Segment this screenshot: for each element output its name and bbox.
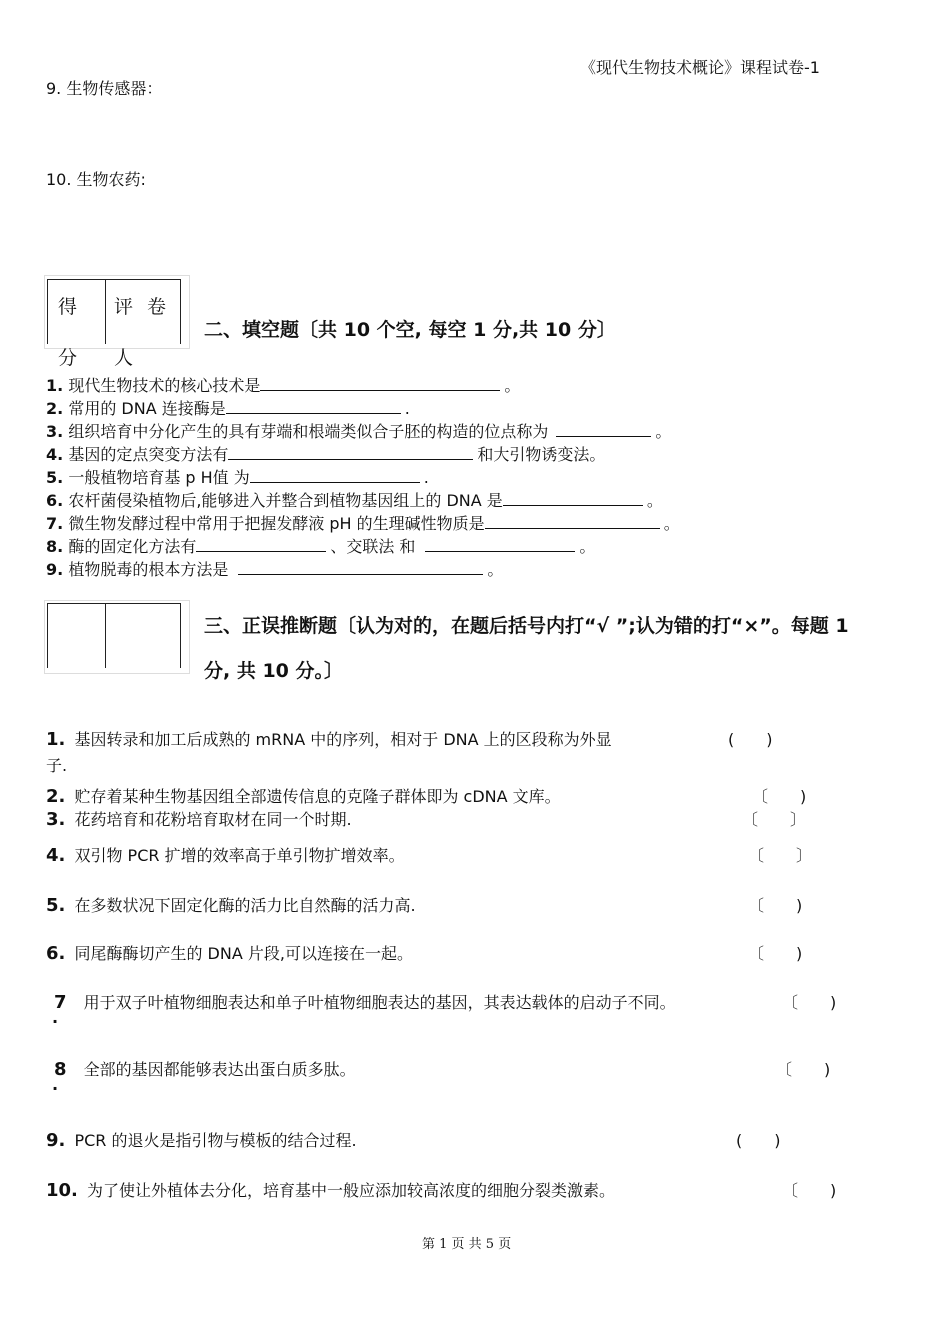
answer-parentheses[interactable]: 〔 ) <box>776 1060 831 1079</box>
item-text: PCR 的退火是指引物与模板的结合过程. <box>74 1131 357 1150</box>
fill-blank-item <box>46 511 680 534</box>
item-text: 同尾酶酶切产生的 DNA 片段,可以连接在一起。 <box>74 944 413 963</box>
answer-blank[interactable] <box>425 537 575 552</box>
term-9: 9. 生物传感器： <box>46 79 163 98</box>
item-text: 常用的 DNA 连接酶是 <box>68 399 226 418</box>
item-number: 4. <box>46 445 64 464</box>
item-number: 1. <box>46 729 66 750</box>
answer-blank[interactable] <box>238 560 483 575</box>
item-text-cont: 子. <box>46 756 68 775</box>
true-false-item <box>46 843 405 866</box>
true-false-item <box>46 1178 615 1201</box>
true-false-item <box>46 784 561 807</box>
number-dot: . <box>52 1008 59 1027</box>
item-text-end: 。 <box>663 514 680 533</box>
item-number: 4. <box>46 845 66 866</box>
item-text-end: 。 <box>579 537 596 556</box>
true-false-item <box>46 727 612 750</box>
item-text: 微生物发酵过程中常用于把握发酵液 pH 的生理碱性物质是 <box>68 514 485 533</box>
score-box-2 <box>47 603 181 668</box>
page-footer: 第 1 页 共 5 页 <box>422 1237 512 1252</box>
fill-blank-item <box>46 396 410 419</box>
item-number: 5. <box>46 895 66 916</box>
section3-title: 三、正误推断题〔认为对的，在题后括号内打“√ ”;认为错的打“×”。每题 1 <box>204 615 849 637</box>
item-text: 贮存着某种生物基因组全部遗传信息的克隆子群体即为 cDNA 文库。 <box>74 787 561 806</box>
item-text-end: 。 <box>646 491 663 510</box>
true-false-item <box>46 941 413 964</box>
term-10: 10. 生物农药: <box>46 170 146 189</box>
item-number: 9. <box>46 1130 66 1151</box>
answer-blank[interactable] <box>228 445 473 460</box>
item-text-end: . <box>423 468 429 487</box>
item-number: 7. <box>46 514 64 533</box>
answer-parentheses[interactable]: 〔 〕 <box>748 846 813 865</box>
item-text: 花药培育和花粉培育取材在同一个时期. <box>74 810 352 829</box>
item-text-mid: 、交联法 和 <box>330 537 416 556</box>
item-text-end: 和大引物诱变法。 <box>477 445 606 464</box>
item-text: 全部的基因都能够表达出蛋白质多肽。 <box>83 1060 356 1079</box>
item-text: 酶的固定化方法有 <box>68 537 197 556</box>
answer-parentheses[interactable]: ( ) <box>728 730 773 749</box>
answer-blank[interactable] <box>485 514 660 529</box>
answer-parentheses[interactable]: 〔 ) <box>782 1181 837 1200</box>
item-text: 基因的定点突变方法有 <box>68 445 229 464</box>
item-text: 现代生物技术的核心技术是 <box>68 376 261 395</box>
item-text: 双引物 PCR 扩增的效率高于单引物扩增效率。 <box>74 846 405 865</box>
item-text: 农杆菌侵染植物后,能够进入并整合到植物基因组上的 DNA 是 <box>68 491 503 510</box>
grader-label: 评 卷 <box>114 296 167 318</box>
item-text: 为了使让外植体去分化，培育基中一般应添加较高浓度的细胞分裂类激素。 <box>86 1181 615 1200</box>
answer-parentheses[interactable]: 〔 ) <box>748 944 803 963</box>
item-text-end: . <box>404 399 410 418</box>
answer-blank[interactable] <box>250 468 420 483</box>
item-number: 1. <box>46 376 64 395</box>
item-number: 3. <box>46 809 66 830</box>
true-false-item <box>46 893 416 916</box>
answer-parentheses[interactable]: 〔 ) <box>748 896 803 915</box>
item-number: 2. <box>46 786 66 807</box>
score-label-2: 分 <box>58 347 78 369</box>
item-number: 6. <box>46 491 64 510</box>
section2-title: 二、填空题〔共 10 个空, 每空 1 分,共 10 分〕 <box>204 319 616 341</box>
item-number: 8. <box>46 537 64 556</box>
answer-parentheses[interactable]: 〔 ) <box>782 993 837 1012</box>
score-label: 得 <box>58 296 78 318</box>
item-text: 用于双子叶植物细胞表达和单子叶植物细胞表达的基因，其表达载体的启动子不同。 <box>83 993 676 1012</box>
answer-parentheses[interactable]: 〔 ) <box>752 787 807 806</box>
answer-blank[interactable] <box>260 376 500 391</box>
answer-blank[interactable] <box>556 422 651 437</box>
item-text: 一般植物培育基 p H值 为 <box>68 468 250 487</box>
fill-blank-item <box>46 419 671 442</box>
answer-blank[interactable] <box>196 537 326 552</box>
true-false-item <box>54 990 676 1013</box>
item-number: 3. <box>46 422 64 441</box>
item-text-end: 。 <box>655 422 672 441</box>
fill-blank-item <box>46 465 429 488</box>
item-number: 6. <box>46 943 66 964</box>
true-false-item <box>54 1057 356 1080</box>
answer-blank[interactable] <box>226 399 401 414</box>
item-number: 5. <box>46 468 64 487</box>
number-dot: . <box>52 1075 59 1094</box>
item-number: 9. <box>46 560 64 579</box>
fill-blank-item <box>46 373 520 396</box>
answer-parentheses[interactable]: ( ) <box>736 1131 781 1150</box>
true-false-item <box>46 1128 357 1151</box>
answer-blank[interactable] <box>503 491 643 506</box>
answer-parentheses[interactable]: 〔 〕 <box>742 810 807 829</box>
item-text: 基因转录和加工后成熟的 mRNA 中的序列，相对于 DNA 上的区段称为外显 <box>74 730 612 749</box>
true-false-item <box>46 807 352 830</box>
item-number: 2. <box>46 399 64 418</box>
item-number: 10. <box>46 1180 78 1201</box>
item-number: 7 <box>54 992 67 1013</box>
item-text: 植物脱毒的根本方法是 <box>68 560 229 579</box>
item-text: 在多数状况下固定化酶的活力比自然酶的活力高. <box>74 896 416 915</box>
fill-blank-item <box>46 488 663 511</box>
fill-blank-item <box>46 442 605 465</box>
page-header: 《现代生物技术概论》课程试卷-1 <box>580 58 820 77</box>
section3-title-cont: 分, 共 10 分。〕 <box>204 660 344 682</box>
fill-blank-item <box>46 534 595 557</box>
item-text-end: 。 <box>487 560 504 579</box>
item-number: 8 <box>54 1059 67 1080</box>
fill-blank-item <box>46 557 503 580</box>
item-text: 组织培育中分化产生的具有芽端和根端类似合子胚的构造的位点称为 <box>68 422 549 441</box>
item-text-end: 。 <box>504 376 521 395</box>
grader-label-2: 人 <box>114 347 134 369</box>
